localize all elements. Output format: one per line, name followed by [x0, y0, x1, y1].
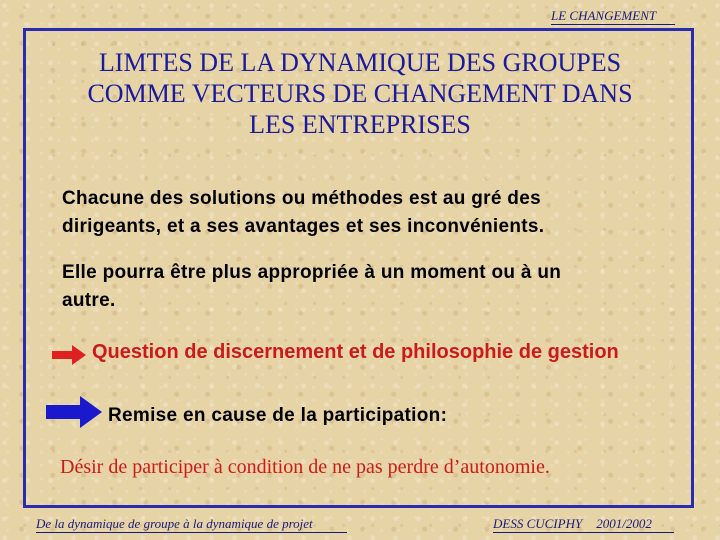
footer-left-underline — [36, 532, 347, 533]
footer-right-underline — [493, 532, 674, 533]
paragraph-solutions-line-1: Chacune des solutions ou méthodes est au gré des — [62, 188, 541, 209]
paragraph-solutions-line-2: dirigeants, et a ses avantages et ses inconvénients. — [62, 216, 545, 237]
header-tag: LE CHANGEMENT — [551, 8, 657, 23]
footer-org: DESS CUCIPHY — [493, 516, 583, 531]
header-underline — [551, 24, 675, 25]
paragraph-solutions — [62, 185, 662, 241]
title-line-1: LIMTES DE LA DYNAMIQUE DES GROUPES — [98, 48, 622, 77]
paragraph-appropriate-line-1: Elle pourra être plus appropriée à un moment ou à un — [62, 262, 562, 283]
paragraph-appropriate — [62, 259, 662, 315]
footer-left: De la dynamique de groupe à la dynamique de projet — [36, 516, 313, 531]
right-arrow-small-icon — [52, 345, 86, 365]
title-line-3: LES ENTREPRISES — [249, 110, 471, 139]
desir-line: Désir de participer à condition de ne pas perdre d’autonomie. — [60, 456, 550, 478]
slide-title — [30, 47, 690, 140]
question-line: Question de discernement et de philosophie de gestion — [92, 341, 619, 363]
remise-line: Remise en cause de la participation: — [108, 405, 448, 426]
paragraph-appropriate-line-2: autre. — [62, 290, 116, 311]
footer-right — [493, 516, 652, 532]
right-arrow-large-icon — [46, 396, 102, 428]
title-line-2: COMME VECTEURS DE CHANGEMENT DANS — [87, 79, 633, 108]
footer-year: 2001/2002 — [596, 516, 652, 531]
